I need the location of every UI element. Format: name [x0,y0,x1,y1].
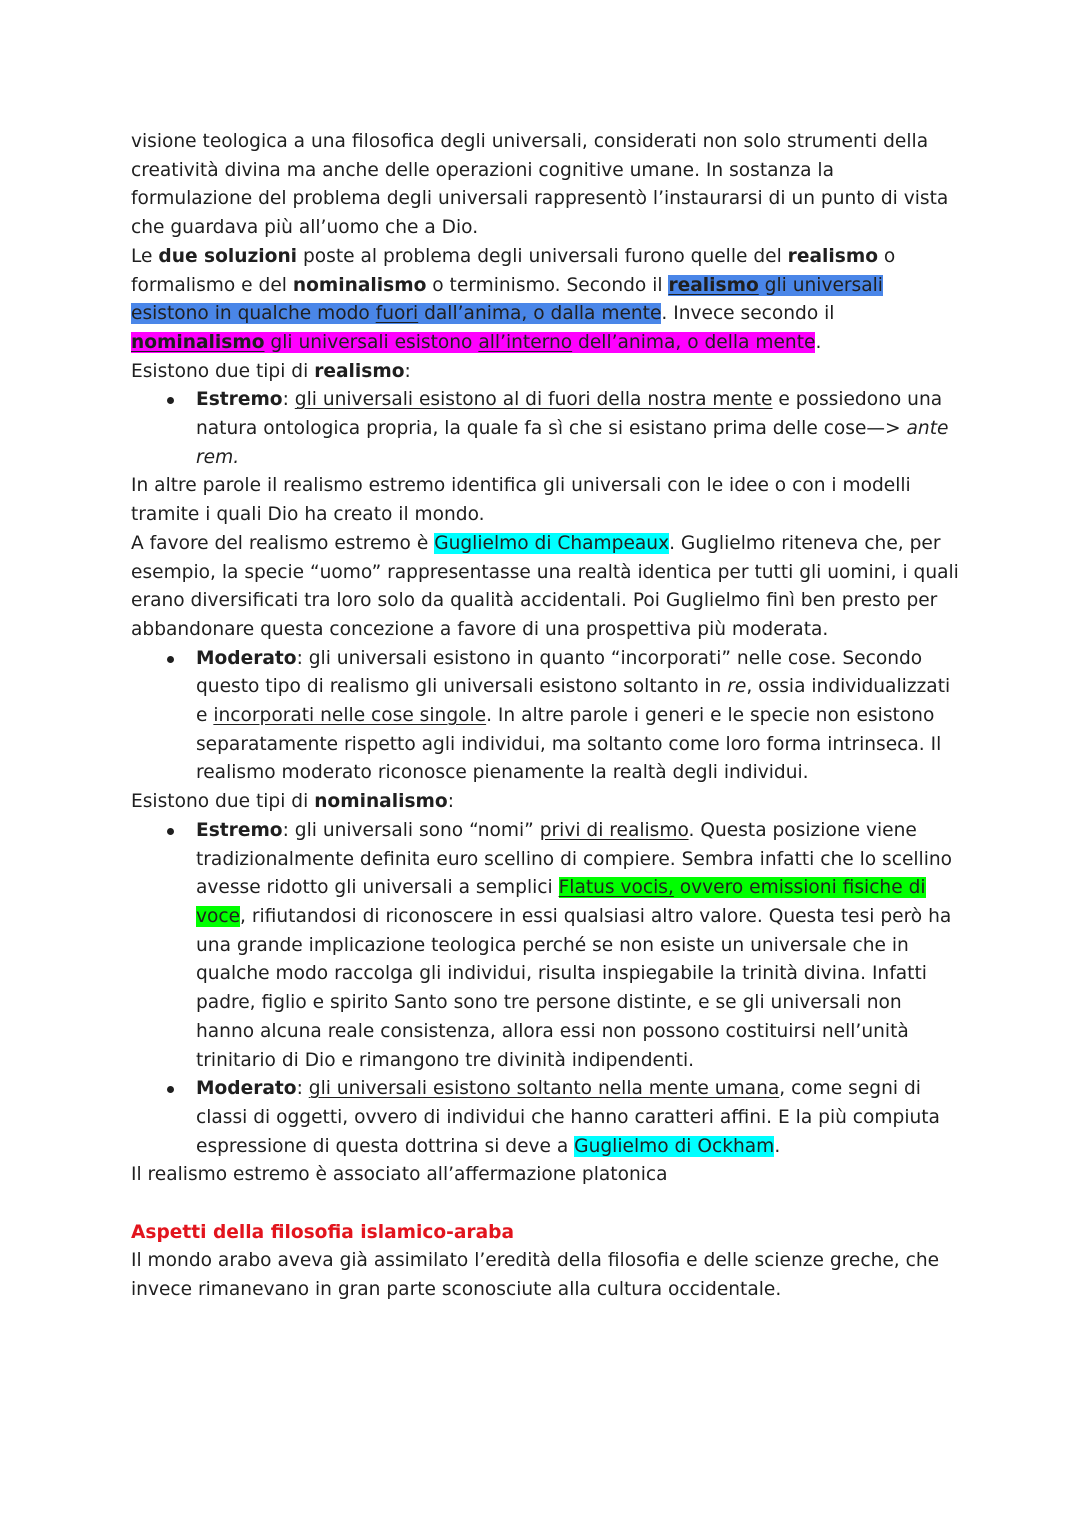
list-item-nominalism-moderate: Moderato: gli universali esistono soltanto nella mente umana, come segni di classi di oggetti, ovvero di individui che hanno caratteri affini. E la più compiuta espressione di questa dottrina si deve a Guglielmo di Ockham. [196,1075,961,1161]
paragraph-nominalism-types: Esistono due tipi di nominalismo: [131,791,454,813]
document-page [131,128,961,1305]
highlight-nominalism-definition: nominalismo gli universali esistono all’interno dell’anima, o della mente [131,331,816,353]
highlight-champeaux: Guglielmo di Champeaux [434,532,670,554]
highlight-ockham: Guglielmo di Ockham [574,1135,775,1157]
list-item-nominalism-extreme: Estremo: gli universali sono “nomi” privi di realismo. Questa posizione viene tradizionalmente definita euro scellino di compiere. Sembra infatti che lo scellino avesse ridotto gli universali a semplici Flatus vocis, ovvero emissioni fisiche di voce, rifiutandosi di riconoscere in essi qualsiasi altro valore. Questa tesi però ha una grande implicazione teologica perché se non esiste un universale che in qualche modo raccolga gli individui, risulta inspiegabile la trinità divina. Infatti padre, figlio e spirito Santo sono tre persone distinte, e se gli universali non hanno alcuna reale consistenza, allora essi non possono costituirsi nell’unità trinitario di Dio e rimangono tre divinità indipendenti. [196,817,961,1075]
paragraph-platonic: Il realismo estremo è associato all’affermazione platonica [131,1164,668,1186]
list-item-realism-extreme: Estremo: gli universali esistono al di fuori della nostra mente e possiedono una natura ontologica propria, la quale fa sì che si esistano prima delle cose—> ante rem. [196,386,961,472]
paragraph-realism-ideas: In altre parole il realismo estremo identifica gli universali con le idee o con i modelli tramite i quali Dio ha creato il mondo. [131,475,911,526]
paragraph-realism-types: Esistono due tipi di realismo: [131,360,411,382]
list-item-realism-moderate: Moderato: gli universali esistono in quanto “incorporati” nelle cose. Secondo questo tipo di realismo gli universali esistono soltanto in re, ossia individualizzati e incorporati nelle cose singole. In altre parole i generi e le specie non esistono separatamente rispetto agli individui, ma soltanto come loro forma intrinseca. Il realismo moderato riconosce pienamente la realtà degli individui. [196,645,961,789]
paragraph-universals-intro: visione teologica a una filosofica degli universali, considerati non solo strumenti della creatività divina ma anche delle operazioni cognitive umane. In sostanza la formulazione del problema degli universali rappresentò l’instaurarsi di un punto di vista che guardava più all’uomo che a Dio. [131,131,949,239]
realism-moderate-list [131,645,961,789]
highlight-realism-definition: realismo gli universali esistono in qualche modo fuori dall’anima, o dalla mente [131,274,883,325]
highlight-flatus-vocis: Flatus vocis, ovvero emissioni fisiche di voce [196,877,926,927]
realism-list [131,386,961,472]
paragraph-two-solutions: Le due soluzioni poste al problema degli universali furono quelle del realismo o formalismo e del nominalismo o terminismo. Secondo il realismo gli universali esistono in qualche modo fuori dall’anima, o dalla mente. Invece secondo il nominalismo gli universali esistono all’interno dell’anima, o della mente. [131,245,896,353]
paragraph-arab-world: Il mondo arabo aveva già assimilato l’eredità della filosofia e delle scienze greche, che invece rimanevano in gran parte sconosciute alla cultura occidentale. [131,1250,940,1301]
paragraph-champeaux: A favore del realismo estremo è Guglielmo di Champeaux. Guglielmo riteneva che, per esempio, la specie “uomo” rappresentasse una realtà identica per tutti gli uomini, i quali erano diversificati tra loro solo da qualità accidentali. Poi Guglielmo finì ben presto per abbandonare questa concezione a favore di una prospettiva più moderata. [131,532,959,640]
section-heading-islamic-philosophy: Aspetti della filosofia islamico-araba [131,1221,515,1243]
nominalism-list [131,817,961,1161]
